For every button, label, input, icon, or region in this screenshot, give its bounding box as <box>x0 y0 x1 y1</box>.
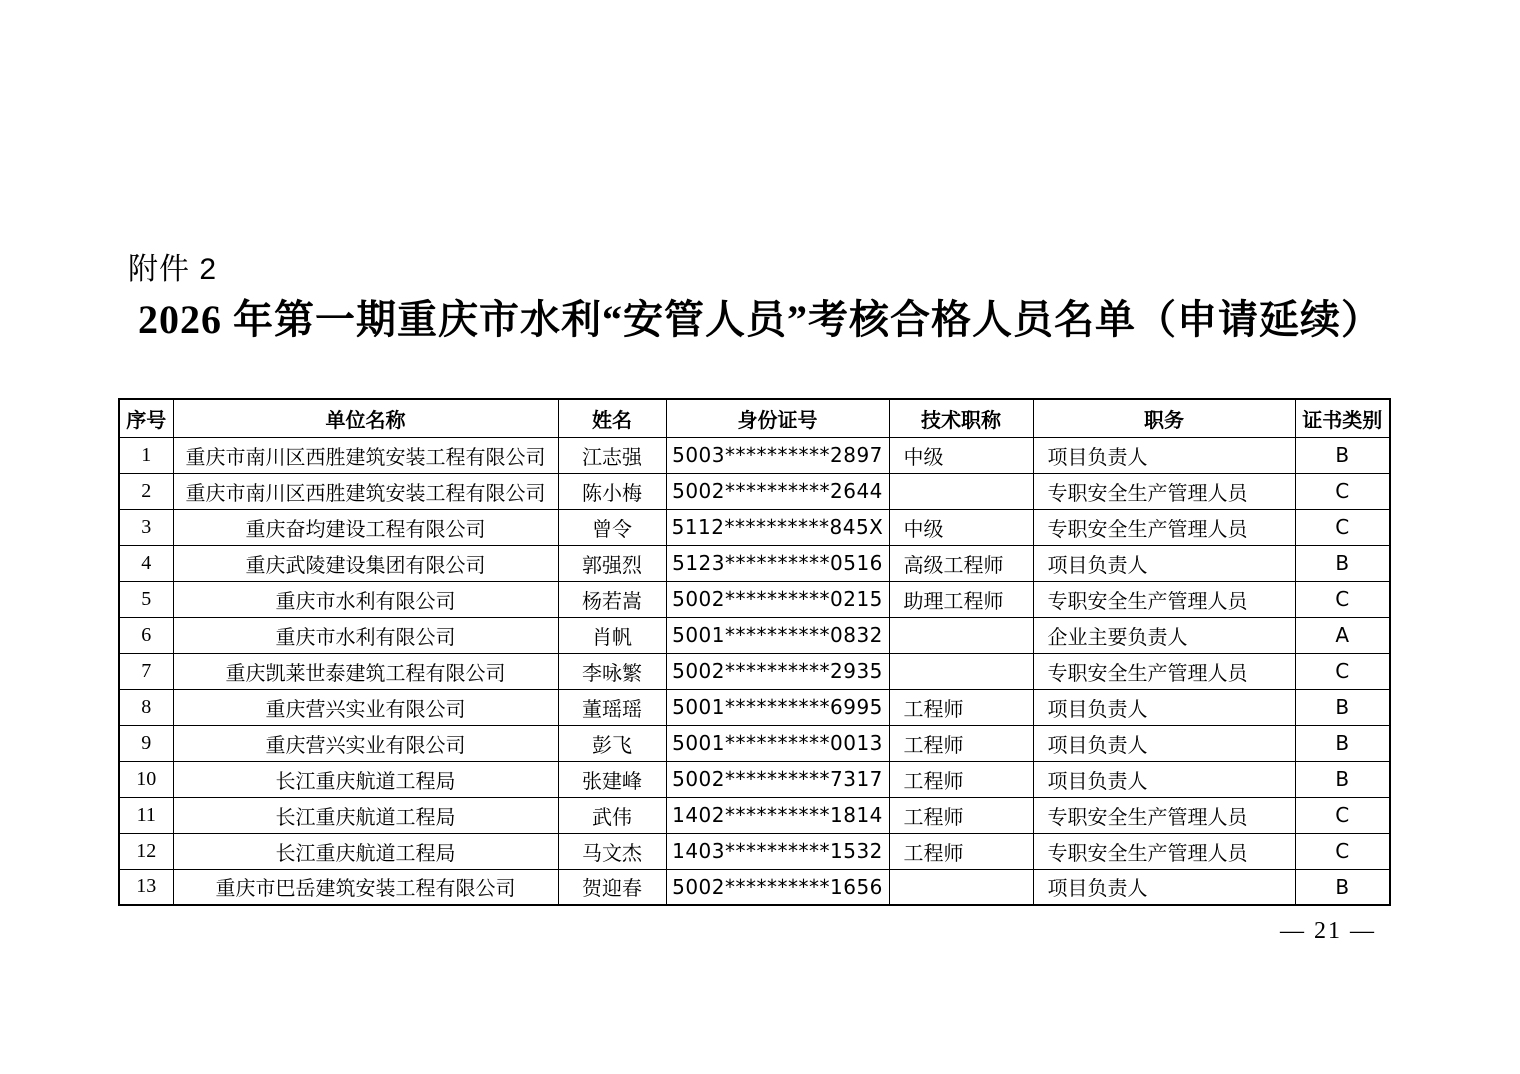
table-cell <box>889 869 1033 905</box>
table-cell: 重庆市水利有限公司 <box>173 617 558 653</box>
table-cell: 专职安全生产管理人员 <box>1033 473 1295 509</box>
table-cell: 工程师 <box>889 761 1033 797</box>
table-cell <box>889 617 1033 653</box>
table-cell: 工程师 <box>889 725 1033 761</box>
table-cell: 郭强烈 <box>558 545 666 581</box>
table-cell: 专职安全生产管理人员 <box>1033 581 1295 617</box>
table-cell: C <box>1295 797 1390 833</box>
table-cell: 5123**********0516 <box>666 545 889 581</box>
table-cell: C <box>1295 653 1390 689</box>
table-cell: 江志强 <box>558 437 666 473</box>
table-row <box>119 725 1390 761</box>
table-cell: 5003**********2897 <box>666 437 889 473</box>
table-cell: 长江重庆航道工程局 <box>173 761 558 797</box>
table-cell <box>889 653 1033 689</box>
table-row <box>119 653 1390 689</box>
table-cell: 重庆武陵建设集团有限公司 <box>173 545 558 581</box>
table-cell: 中级 <box>889 509 1033 545</box>
table-cell: 陈小梅 <box>558 473 666 509</box>
table-row <box>119 761 1390 797</box>
attachment-label: 附件 2 <box>128 253 218 286</box>
table-cell: 11 <box>119 797 173 833</box>
table-cell: 重庆市南川区西胜建筑安装工程有限公司 <box>173 437 558 473</box>
table-cell: 项目负责人 <box>1033 689 1295 725</box>
table-cell: B <box>1295 437 1390 473</box>
table-cell: 贺迎春 <box>558 869 666 905</box>
table-cell: 重庆凯莱世泰建筑工程有限公司 <box>173 653 558 689</box>
table-cell: 9 <box>119 725 173 761</box>
table-cell: 工程师 <box>889 689 1033 725</box>
table-cell: 10 <box>119 761 173 797</box>
table-cell: 3 <box>119 509 173 545</box>
table-cell: B <box>1295 545 1390 581</box>
table-cell: 专职安全生产管理人员 <box>1033 653 1295 689</box>
table-cell: 长江重庆航道工程局 <box>173 797 558 833</box>
table-cell: 武伟 <box>558 797 666 833</box>
table-cell: 马文杰 <box>558 833 666 869</box>
table-cell: B <box>1295 869 1390 905</box>
table-cell: 5001**********0013 <box>666 725 889 761</box>
column-header-id-number: 身份证号 <box>666 399 889 437</box>
table-cell: 4 <box>119 545 173 581</box>
table-cell: 7 <box>119 653 173 689</box>
table-cell: 项目负责人 <box>1033 725 1295 761</box>
table-cell: 6 <box>119 617 173 653</box>
table-row <box>119 869 1390 905</box>
table-cell: 工程师 <box>889 797 1033 833</box>
table-cell: A <box>1295 617 1390 653</box>
table-row <box>119 509 1390 545</box>
page-title: 2026 年第一期重庆市水利“安管人员”考核合格人员名单（申请延续） <box>138 297 1382 342</box>
table-cell: 肖帆 <box>558 617 666 653</box>
table-row <box>119 437 1390 473</box>
table-cell: C <box>1295 581 1390 617</box>
table-cell: 董瑶瑶 <box>558 689 666 725</box>
column-header-unit-name: 单位名称 <box>173 399 558 437</box>
table-cell: 项目负责人 <box>1033 869 1295 905</box>
table-cell: 重庆营兴实业有限公司 <box>173 689 558 725</box>
table-row <box>119 797 1390 833</box>
table-cell: 5 <box>119 581 173 617</box>
table-cell: 8 <box>119 689 173 725</box>
table-cell: 助理工程师 <box>889 581 1033 617</box>
table-cell: 5002**********0215 <box>666 581 889 617</box>
table-cell: 工程师 <box>889 833 1033 869</box>
table-row <box>119 689 1390 725</box>
table-cell: 重庆奋均建设工程有限公司 <box>173 509 558 545</box>
table-row <box>119 833 1390 869</box>
table-cell: 专职安全生产管理人员 <box>1033 833 1295 869</box>
table-cell: B <box>1295 761 1390 797</box>
table-cell: 彭飞 <box>558 725 666 761</box>
column-header-position: 职务 <box>1033 399 1295 437</box>
table-cell: 张建峰 <box>558 761 666 797</box>
table-cell: 中级 <box>889 437 1033 473</box>
table-row <box>119 473 1390 509</box>
table-cell: 5002**********2644 <box>666 473 889 509</box>
table-cell: 1403**********1532 <box>666 833 889 869</box>
table-cell: 2 <box>119 473 173 509</box>
table-header-row <box>119 399 1390 437</box>
table-cell: 项目负责人 <box>1033 761 1295 797</box>
table-cell: 曾令 <box>558 509 666 545</box>
table-cell: 5002**********7317 <box>666 761 889 797</box>
column-header-person-name: 姓名 <box>558 399 666 437</box>
table-cell: C <box>1295 473 1390 509</box>
table-cell <box>889 473 1033 509</box>
table-cell: 项目负责人 <box>1033 545 1295 581</box>
page-number: — 21 — <box>1280 918 1376 944</box>
roster-table <box>118 398 1391 906</box>
table-cell: 5002**********1656 <box>666 869 889 905</box>
table-row <box>119 545 1390 581</box>
column-header-index: 序号 <box>119 399 173 437</box>
table-cell: 长江重庆航道工程局 <box>173 833 558 869</box>
table-cell: B <box>1295 689 1390 725</box>
table-cell: 1 <box>119 437 173 473</box>
table-cell: 李咏繁 <box>558 653 666 689</box>
table-row <box>119 617 1390 653</box>
table-cell: C <box>1295 833 1390 869</box>
table-cell: 重庆市水利有限公司 <box>173 581 558 617</box>
table-cell: 专职安全生产管理人员 <box>1033 509 1295 545</box>
table-cell: B <box>1295 725 1390 761</box>
table-cell: 5001**********6995 <box>666 689 889 725</box>
table-cell: 杨若嵩 <box>558 581 666 617</box>
table-cell: 企业主要负责人 <box>1033 617 1295 653</box>
table-cell: 重庆市南川区西胜建筑安装工程有限公司 <box>173 473 558 509</box>
table-cell: 5002**********2935 <box>666 653 889 689</box>
table-cell: 高级工程师 <box>889 545 1033 581</box>
table-cell: 重庆营兴实业有限公司 <box>173 725 558 761</box>
column-header-cert-type: 证书类别 <box>1295 399 1390 437</box>
table-cell: 项目负责人 <box>1033 437 1295 473</box>
table-cell: 专职安全生产管理人员 <box>1033 797 1295 833</box>
table-cell: C <box>1295 509 1390 545</box>
table-cell: 5001**********0832 <box>666 617 889 653</box>
table-cell: 12 <box>119 833 173 869</box>
table-row <box>119 581 1390 617</box>
table-cell: 1402**********1814 <box>666 797 889 833</box>
table-cell: 重庆市巴岳建筑安装工程有限公司 <box>173 869 558 905</box>
table-cell: 13 <box>119 869 173 905</box>
table-cell: 5112**********845X <box>666 509 889 545</box>
table-body <box>119 437 1390 905</box>
column-header-tech-title: 技术职称 <box>889 399 1033 437</box>
